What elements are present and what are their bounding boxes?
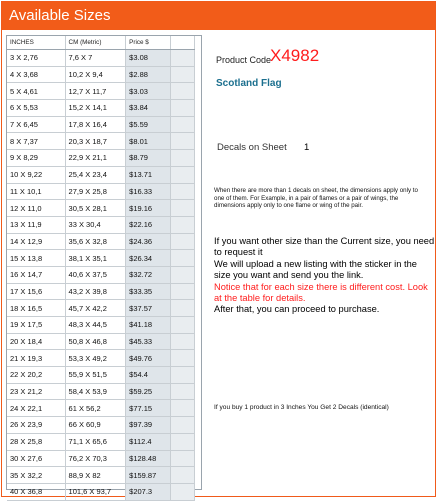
cell-inches: 23 X 21,2: [7, 383, 65, 400]
cell-cm: 17,8 X 16,4: [65, 116, 126, 133]
cell-empty: [171, 133, 195, 150]
cell-empty: [171, 250, 195, 267]
cell-cm: 20,3 X 18,7: [65, 133, 126, 150]
sizes-table-container: [6, 35, 202, 497]
cell-inches: 12 X 11,0: [7, 200, 65, 217]
cell-empty: [171, 150, 195, 167]
cell-empty: [171, 433, 195, 450]
column-header-inches: INCHES: [7, 36, 65, 50]
info-upload-text: We will upload a new listing with the sticker in the size you want and send you the link.: [214, 258, 417, 281]
cell-price: $54.4: [126, 367, 171, 384]
cell-price: $24.36: [126, 233, 171, 250]
cell-price: $22.16: [126, 216, 171, 233]
cell-inches: 20 X 18,4: [7, 333, 65, 350]
cell-empty: [171, 317, 195, 334]
cell-inches: 7 X 6,45: [7, 116, 65, 133]
table-row: [7, 450, 195, 467]
cell-empty: [171, 383, 195, 400]
cell-empty: [171, 183, 195, 200]
cell-inches: 13 X 11,9: [7, 216, 65, 233]
table-row: [7, 166, 195, 183]
cell-cm: 76,2 X 70,3: [65, 450, 126, 467]
cell-cm: 55,9 X 51,5: [65, 367, 126, 384]
sizes-table: [7, 36, 195, 501]
cell-empty: [171, 333, 195, 350]
cell-cm: 88,9 X 82: [65, 467, 126, 484]
cell-empty: [171, 300, 195, 317]
header-bar: [2, 2, 435, 30]
cell-price: $207.3: [126, 483, 171, 500]
cell-inches: 18 X 16,5: [7, 300, 65, 317]
table-row: [7, 150, 195, 167]
cell-empty: [171, 166, 195, 183]
dimensions-note: When there are more than 1 decals on sheet, the dimensions apply only to one of them. For Example, in a pair of flames or a pair of wings, the dimensions apply only to one flame or wing of the pair.: [214, 187, 418, 210]
cell-cm: 10,2 X 9,4: [65, 66, 126, 83]
cell-cm: 25,4 X 23,4: [65, 166, 126, 183]
cell-price: $8.79: [126, 150, 171, 167]
cell-empty: [171, 450, 195, 467]
table-row: [7, 250, 195, 267]
header-title: Available Sizes: [9, 7, 111, 24]
product-code-value: X4982: [270, 46, 320, 65]
cell-price: $59.25: [126, 383, 171, 400]
cell-inches: 21 X 19,3: [7, 350, 65, 367]
cell-inches: 19 X 17,5: [7, 317, 65, 334]
cell-inches: 4 X 3,68: [7, 66, 65, 83]
table-row: [7, 183, 195, 200]
cell-cm: 30,5 X 28,1: [65, 200, 126, 217]
cell-empty: [171, 100, 195, 117]
listing-frame: [1, 1, 436, 497]
product-name: Scotland Flag: [216, 78, 282, 89]
table-row: [7, 317, 195, 334]
table-row: [7, 66, 195, 83]
table-row: [7, 233, 195, 250]
cell-empty: [171, 216, 195, 233]
table-row: [7, 100, 195, 117]
cell-inches: 14 X 12,9: [7, 233, 65, 250]
cell-cm: 101,6 X 93,7: [65, 483, 126, 500]
cell-empty: [171, 483, 195, 500]
cell-empty: [171, 83, 195, 100]
cell-price: $41.18: [126, 317, 171, 334]
cell-cm: 50,8 X 46,8: [65, 333, 126, 350]
cell-cm: 22,9 X 21,1: [65, 150, 126, 167]
product-code-label: Product Code: [216, 55, 272, 65]
table-row: [7, 417, 195, 434]
cell-inches: 15 X 13,8: [7, 250, 65, 267]
cell-empty: [171, 233, 195, 250]
info-purchase-text: After that, you can proceed to purchase.: [214, 304, 380, 315]
cell-inches: 8 X 7,37: [7, 133, 65, 150]
cell-cm: 48,3 X 44,5: [65, 317, 126, 334]
table-row: [7, 467, 195, 484]
table-row: [7, 433, 195, 450]
cell-empty: [171, 417, 195, 434]
table-row: [7, 283, 195, 300]
cell-price: $33.35: [126, 283, 171, 300]
cell-empty: [171, 200, 195, 217]
decals-on-sheet-value: 1: [304, 142, 310, 153]
cell-inches: 9 X 8,29: [7, 150, 65, 167]
table-row: [7, 116, 195, 133]
cell-empty: [171, 467, 195, 484]
cell-cm: 27,9 X 25,8: [65, 183, 126, 200]
cell-inches: 26 X 23,9: [7, 417, 65, 434]
cell-price: $26.34: [126, 250, 171, 267]
cell-cm: 35,6 X 32,8: [65, 233, 126, 250]
table-row: [7, 483, 195, 500]
cell-price: $45.33: [126, 333, 171, 350]
cell-empty: [171, 266, 195, 283]
cell-cm: 45,7 X 42,2: [65, 300, 126, 317]
cell-inches: 30 X 27,6: [7, 450, 65, 467]
table-row: [7, 300, 195, 317]
cell-cm: 58,4 X 53,9: [65, 383, 126, 400]
column-header-price: Price $: [126, 36, 171, 50]
cell-cm: 66 X 60,9: [65, 417, 126, 434]
cell-inches: 16 X 14,7: [7, 266, 65, 283]
table-row: [7, 333, 195, 350]
cell-inches: 10 X 9,22: [7, 166, 65, 183]
cell-empty: [171, 116, 195, 133]
cell-price: $112.4: [126, 433, 171, 450]
cell-price: $5.59: [126, 116, 171, 133]
cell-price: $97.39: [126, 417, 171, 434]
cell-price: $13.71: [126, 166, 171, 183]
cell-cm: 61 X 56,2: [65, 400, 126, 417]
cell-cm: 7,6 X 7: [65, 50, 126, 67]
cell-empty: [171, 283, 195, 300]
table-row: [7, 383, 195, 400]
cell-inches: 40 X 36,8: [7, 483, 65, 500]
cell-price: $77.15: [126, 400, 171, 417]
table-row: [7, 400, 195, 417]
cell-inches: 11 X 10,1: [7, 183, 65, 200]
column-header-empty: [171, 36, 195, 50]
table-row: [7, 133, 195, 150]
cell-empty: [171, 350, 195, 367]
cell-price: $8.01: [126, 133, 171, 150]
cell-cm: 15,2 X 14,1: [65, 100, 126, 117]
table-row: [7, 200, 195, 217]
cell-price: $2.88: [126, 66, 171, 83]
table-body: [7, 50, 195, 501]
cell-price: $3.08: [126, 50, 171, 67]
cell-empty: [171, 66, 195, 83]
cell-inches: 6 X 5,53: [7, 100, 65, 117]
table-row: [7, 50, 195, 67]
cell-empty: [171, 50, 195, 67]
column-header-cm: CM (Metric): [65, 36, 126, 50]
table-row: [7, 216, 195, 233]
cell-cm: 38,1 X 35,1: [65, 250, 126, 267]
bonus-decal-note: If you buy 1 product in 3 Inches You Get 2 Decals (identical): [214, 404, 389, 411]
info-cost-notice: Notice that for each size there is different cost. Look at the table for details.: [214, 281, 428, 304]
cell-cm: 43,2 X 39,8: [65, 283, 126, 300]
table-header-row: [7, 36, 195, 50]
cell-cm: 53,3 X 49,2: [65, 350, 126, 367]
cell-inches: 17 X 15,6: [7, 283, 65, 300]
custom-size-info: [214, 236, 436, 316]
cell-cm: 33 X 30,4: [65, 216, 126, 233]
cell-inches: 24 X 22,1: [7, 400, 65, 417]
cell-inches: 35 X 32,2: [7, 467, 65, 484]
cell-cm: 40,6 X 37,5: [65, 266, 126, 283]
cell-inches: 28 X 25,8: [7, 433, 65, 450]
table-row: [7, 83, 195, 100]
cell-inches: 22 X 20,2: [7, 367, 65, 384]
cell-cm: 71,1 X 65,6: [65, 433, 126, 450]
info-request-text: If you want other size than the Current size, you need to request it: [214, 236, 435, 258]
cell-inches: 5 X 4,61: [7, 83, 65, 100]
cell-price: $16.33: [126, 183, 171, 200]
cell-empty: [171, 400, 195, 417]
table-row: [7, 266, 195, 283]
cell-price: $3.03: [126, 83, 171, 100]
cell-price: $128.48: [126, 450, 171, 467]
decals-on-sheet-label: Decals on Sheet: [217, 142, 287, 153]
cell-empty: [171, 367, 195, 384]
table-row: [7, 367, 195, 384]
cell-inches: 3 X 2,76: [7, 50, 65, 67]
cell-price: $159.87: [126, 467, 171, 484]
cell-price: $3.84: [126, 100, 171, 117]
table-row: [7, 350, 195, 367]
cell-price: $19.16: [126, 200, 171, 217]
cell-cm: 12,7 X 11,7: [65, 83, 126, 100]
cell-price: $37.57: [126, 300, 171, 317]
cell-price: $49.76: [126, 350, 171, 367]
cell-price: $32.72: [126, 266, 171, 283]
